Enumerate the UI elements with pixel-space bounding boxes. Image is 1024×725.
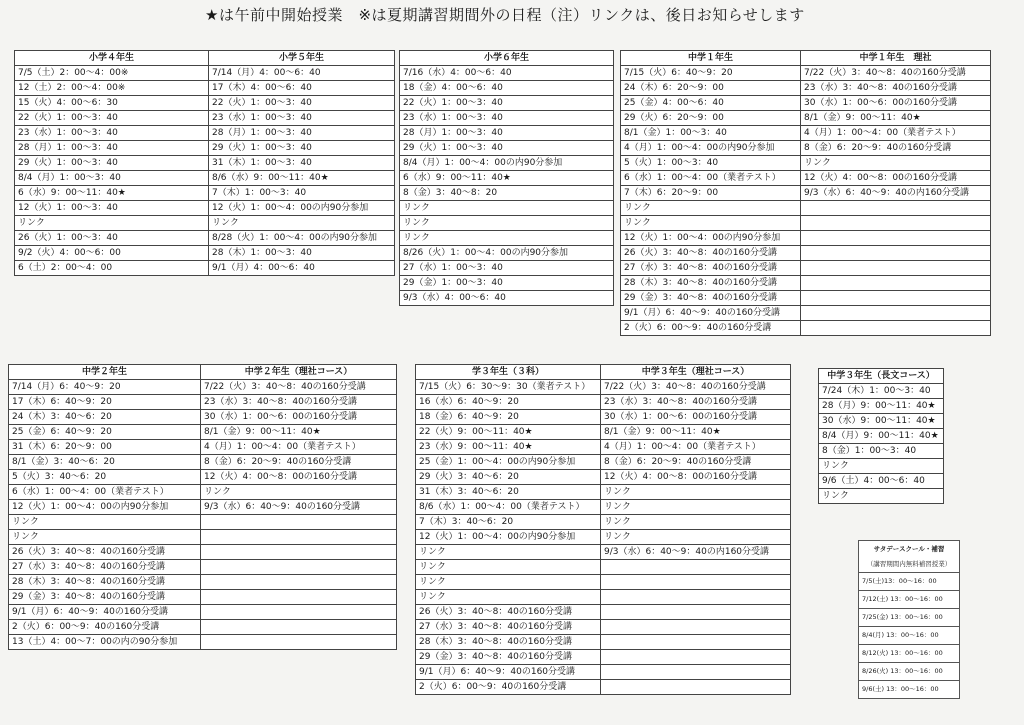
schedule-cell bbox=[601, 620, 791, 635]
schedule-cell: 8/1（金）1：00～3：40 bbox=[621, 126, 801, 141]
grade-header: 中学２年生（理社コース） bbox=[201, 365, 397, 380]
schedule-row bbox=[819, 474, 944, 489]
schedule-cell: 23（水）1：00～3：40 bbox=[209, 111, 395, 126]
schedule-cell: リンク bbox=[9, 530, 201, 545]
schedule-row bbox=[819, 414, 944, 429]
schedule-cell bbox=[201, 530, 397, 545]
schedule-cell bbox=[201, 515, 397, 530]
schedule-row bbox=[621, 171, 991, 186]
schedule-table bbox=[8, 364, 397, 650]
schedule-cell bbox=[601, 575, 791, 590]
schedule-row bbox=[416, 680, 791, 695]
schedule-cell: 15（火）4：00～6：30 bbox=[15, 96, 209, 111]
schedule-cell: 22（火）1：00～3：40 bbox=[400, 96, 614, 111]
schedule-cell: 30（水）1：00～6：00の160分受講 bbox=[801, 96, 991, 111]
schedule-cell: 8/26（火）1：00～4：00の内90分参加 bbox=[400, 246, 614, 261]
schedule-row bbox=[400, 141, 614, 156]
schedule-cell: 7/14（月）6：40～9：20 bbox=[9, 380, 201, 395]
schedule-row bbox=[15, 201, 395, 216]
schedule-cell: 8（金）3：40～8：20 bbox=[400, 186, 614, 201]
schedule-cell: 29（金）3：40～8：40の160分受講 bbox=[621, 291, 801, 306]
schedule-cell: 8（金）6：20～9：40の160分受講 bbox=[601, 455, 791, 470]
schedule-row bbox=[416, 470, 791, 485]
schedule-row bbox=[9, 590, 397, 605]
schedule-row bbox=[819, 384, 944, 399]
schedule-cell: リンク bbox=[601, 485, 791, 500]
schedule-cell bbox=[201, 620, 397, 635]
schedule-cell: 27（水）1：00～3：40 bbox=[400, 261, 614, 276]
schedule-cell bbox=[601, 665, 791, 680]
schedule-row bbox=[621, 231, 991, 246]
schedule-row bbox=[621, 261, 991, 276]
schedule-row bbox=[416, 665, 791, 680]
schedule-row bbox=[400, 66, 614, 81]
saturday-school-row: 8/4(月) 13：00～16：00 bbox=[859, 627, 959, 645]
schedule-table bbox=[818, 368, 944, 504]
schedule-cell: 23（水）3：40～8：40の160分受講 bbox=[201, 395, 397, 410]
schedule-row bbox=[621, 66, 991, 81]
schedule-cell: 8/28（火）1：00～4：00の内90分参加 bbox=[209, 231, 395, 246]
schedule-cell: リンク bbox=[601, 530, 791, 545]
schedule-row bbox=[416, 515, 791, 530]
schedule-cell: 9/1（月）6：40～9：40の160分受講 bbox=[621, 306, 801, 321]
schedule-row bbox=[400, 261, 614, 276]
grade-header: 小学５年生 bbox=[209, 51, 395, 66]
schedule-cell: 2（火）6：00～9：40の160分受講 bbox=[416, 680, 601, 695]
schedule-cell: 9/2（火）4：00～6：00 bbox=[15, 246, 209, 261]
schedule-cell: 28（月）1：00～3：40 bbox=[400, 126, 614, 141]
schedule-row bbox=[819, 459, 944, 474]
schedule-cell: 22（火）1：00～3：40 bbox=[209, 96, 395, 111]
schedule-cell: 6（水）9：00～11：40★ bbox=[400, 171, 614, 186]
schedule-table bbox=[620, 50, 991, 336]
schedule-row bbox=[416, 410, 791, 425]
schedule-row bbox=[621, 306, 991, 321]
saturday-school-row: 7/25(金) 13：00～16：00 bbox=[859, 609, 959, 627]
schedule-cell: 7/22（火）3：40～8：40の160分受講 bbox=[201, 380, 397, 395]
schedule-row bbox=[621, 246, 991, 261]
schedule-cell: 8（金）6：20～9：40の160分受講 bbox=[801, 141, 991, 156]
schedule-cell: 8/1（金）9：00～11：40★ bbox=[601, 425, 791, 440]
schedule-cell: 29（火）1：00～3：40 bbox=[15, 156, 209, 171]
schedule-row bbox=[416, 530, 791, 545]
grade-header: 中学３年生（長文コース） bbox=[819, 369, 944, 384]
saturday-school-title: サタデースクール・補習 bbox=[873, 545, 945, 553]
schedule-cell bbox=[601, 605, 791, 620]
schedule-cell: リンク bbox=[400, 231, 614, 246]
schedule-cell: リンク bbox=[416, 545, 601, 560]
schedule-cell: 12（火）1：00～4：00の内90分参加 bbox=[209, 201, 395, 216]
schedule-row bbox=[9, 575, 397, 590]
schedule-cell: 18（金）4：00～6：40 bbox=[400, 81, 614, 96]
saturday-school-box bbox=[858, 540, 960, 699]
schedule-cell: リンク bbox=[601, 500, 791, 515]
schedule-cell bbox=[801, 231, 991, 246]
schedule-cell: 26（火）3：40～8：40の160分受講 bbox=[9, 545, 201, 560]
schedule-cell: 29（金）3：40～8：40の160分受講 bbox=[9, 590, 201, 605]
schedule-cell: リンク bbox=[400, 201, 614, 216]
schedule-row bbox=[9, 380, 397, 395]
schedule-row bbox=[15, 141, 395, 156]
schedule-row bbox=[416, 500, 791, 515]
schedule-table bbox=[399, 50, 614, 306]
schedule-row bbox=[9, 440, 397, 455]
schedule-cell: 4（月）1：00～4：00（業者テスト） bbox=[601, 440, 791, 455]
schedule-row bbox=[416, 455, 791, 470]
schedule-row bbox=[9, 515, 397, 530]
schedule-row bbox=[15, 171, 395, 186]
schedule-cell: 25（金）6：40～9：20 bbox=[9, 425, 201, 440]
schedule-cell: 28（木）3：40～8：40の160分受講 bbox=[9, 575, 201, 590]
schedule-cell: 4（月）1：00～4：00の内90分参加 bbox=[621, 141, 801, 156]
schedule-row bbox=[15, 126, 395, 141]
schedule-cell: リンク bbox=[400, 216, 614, 231]
schedule-cell: 8/4（月）1：00～3：40 bbox=[15, 171, 209, 186]
schedule-cell: リンク bbox=[819, 489, 944, 504]
schedule-cell: リンク bbox=[9, 515, 201, 530]
schedule-cell: 29（金）1：00～3：40 bbox=[400, 276, 614, 291]
schedule-row bbox=[819, 429, 944, 444]
saturday-school-subtitle: （講習期間内無料補習授業） bbox=[859, 556, 959, 573]
schedule-row bbox=[400, 291, 614, 306]
schedule-row bbox=[9, 395, 397, 410]
schedule-cell: リンク bbox=[416, 575, 601, 590]
schedule-row bbox=[15, 261, 395, 276]
schedule-row bbox=[416, 440, 791, 455]
schedule-cell: 8/6（水）1：00～4：00（業者テスト） bbox=[416, 500, 601, 515]
schedule-row bbox=[9, 620, 397, 635]
schedule-row bbox=[621, 201, 991, 216]
schedule-cell: 7/22（火）3：40～8：40の160分受講 bbox=[801, 66, 991, 81]
schedule-row bbox=[15, 111, 395, 126]
schedule-cell: 7/24（木）1：00～3：40 bbox=[819, 384, 944, 399]
schedule-cell: 25（金）1：00～4：00の内90分参加 bbox=[416, 455, 601, 470]
schedule-row bbox=[621, 126, 991, 141]
schedule-cell: リンク bbox=[201, 485, 397, 500]
schedule-cell: 28（木）3：40～8：40の160分受講 bbox=[416, 635, 601, 650]
schedule-cell: 9/1（月）6：40～9：40の160分受講 bbox=[416, 665, 601, 680]
schedule-cell: 9/3（水）4：00～6：40 bbox=[400, 291, 614, 306]
schedule-cell bbox=[201, 605, 397, 620]
schedule-cell: 28（木）3：40～8：40の160分受講 bbox=[621, 276, 801, 291]
schedule-cell: 27（水）3：40～8：40の160分受講 bbox=[9, 560, 201, 575]
schedule-cell bbox=[601, 650, 791, 665]
schedule-row bbox=[400, 156, 614, 171]
schedule-cell: 12（土）2：00～4：00※ bbox=[15, 81, 209, 96]
schedule-cell: 28（木）1：00～3：40 bbox=[209, 246, 395, 261]
schedule-row bbox=[400, 231, 614, 246]
header-note: ★は午前中開始授業 ※は夏期講習期間外の日程（注）リンクは、後日お知らせします bbox=[205, 6, 805, 24]
saturday-school-row: 7/5(土)13：00～16：00 bbox=[859, 573, 959, 591]
schedule-cell: 28（月）9：00～11：40★ bbox=[819, 399, 944, 414]
schedule-row bbox=[400, 111, 614, 126]
saturday-school-row: 7/12(土) 13：00～16：00 bbox=[859, 591, 959, 609]
schedule-cell: 7（木）3：40～6：20 bbox=[416, 515, 601, 530]
schedule-cell: 27（水）3：40～8：40の160分受講 bbox=[416, 620, 601, 635]
schedule-cell: 7/15（火）6：40～9：20 bbox=[621, 66, 801, 81]
schedule-cell: リンク bbox=[416, 560, 601, 575]
schedule-cell: 24（木）6：20～9：00 bbox=[621, 81, 801, 96]
schedule-row bbox=[416, 395, 791, 410]
schedule-row bbox=[400, 171, 614, 186]
schedule-table bbox=[14, 50, 395, 276]
schedule-cell: 12（火）1：00～4：00の内90分参加 bbox=[621, 231, 801, 246]
schedule-cell bbox=[201, 635, 397, 650]
schedule-cell: 22（火）9：00～11：40★ bbox=[416, 425, 601, 440]
schedule-row bbox=[416, 590, 791, 605]
schedule-row bbox=[621, 111, 991, 126]
schedule-row bbox=[9, 530, 397, 545]
grade-header: 学３年生（３科） bbox=[416, 365, 601, 380]
schedule-cell bbox=[801, 261, 991, 276]
schedule-cell bbox=[601, 590, 791, 605]
schedule-cell: 12（火）1：00～4：00の内90分参加 bbox=[9, 500, 201, 515]
schedule-cell: リンク bbox=[601, 515, 791, 530]
schedule-cell: 8（金）1：00～3：40 bbox=[819, 444, 944, 459]
schedule-cell: 23（水）1：00～3：40 bbox=[400, 111, 614, 126]
schedule-row bbox=[9, 485, 397, 500]
schedule-cell: 23（水）3：40～8：40の160分受講 bbox=[601, 395, 791, 410]
schedule-cell bbox=[201, 545, 397, 560]
schedule-cell bbox=[801, 246, 991, 261]
schedule-row bbox=[400, 81, 614, 96]
schedule-cell bbox=[201, 590, 397, 605]
schedule-row bbox=[416, 635, 791, 650]
schedule-row bbox=[416, 605, 791, 620]
schedule-row bbox=[400, 216, 614, 231]
schedule-cell: 23（水）9：00～11：40★ bbox=[416, 440, 601, 455]
schedule-cell: 23（水）1：00～3：40 bbox=[15, 126, 209, 141]
schedule-row bbox=[621, 321, 991, 336]
schedule-table bbox=[415, 364, 791, 695]
schedule-cell bbox=[601, 680, 791, 695]
schedule-cell bbox=[801, 306, 991, 321]
schedule-cell: 9/3（水）6：40～9：40の内160分受講 bbox=[601, 545, 791, 560]
schedule-cell: 29（火）6：20～9：00 bbox=[621, 111, 801, 126]
schedule-cell: 29（火）1：00～3：40 bbox=[400, 141, 614, 156]
schedule-cell bbox=[201, 560, 397, 575]
schedule-cell: 8（金）6：20～9：40の160分受講 bbox=[201, 455, 397, 470]
schedule-row bbox=[621, 186, 991, 201]
schedule-cell: 4（月）1：00～4：00（業者テスト） bbox=[801, 126, 991, 141]
schedule-cell: 7（木）6：20～9：00 bbox=[621, 186, 801, 201]
schedule-cell: 31（木）6：20～9：00 bbox=[9, 440, 201, 455]
schedule-cell: 2（火）6：00～9：40の160分受講 bbox=[621, 321, 801, 336]
schedule-row bbox=[621, 81, 991, 96]
schedule-row bbox=[15, 246, 395, 261]
schedule-row bbox=[621, 156, 991, 171]
schedule-cell: 6（水）9：00～11：40★ bbox=[15, 186, 209, 201]
schedule-cell: 8/1（金）9：00～11：40★ bbox=[801, 111, 991, 126]
schedule-cell: 4（月）1：00～4：00（業者テスト） bbox=[201, 440, 397, 455]
schedule-cell: 12（火）1：00～4：00の内90分参加 bbox=[416, 530, 601, 545]
schedule-cell: 26（火）1：00～3：40 bbox=[15, 231, 209, 246]
schedule-cell: 29（火）1：00～3：40 bbox=[209, 141, 395, 156]
schedule-cell: 6（土）2：00～4：00 bbox=[15, 261, 209, 276]
schedule-row bbox=[400, 276, 614, 291]
schedule-cell bbox=[801, 201, 991, 216]
schedule-row bbox=[416, 560, 791, 575]
schedule-cell: 30（水）1：00～6：00の160分受講 bbox=[601, 410, 791, 425]
schedule-row bbox=[416, 425, 791, 440]
schedule-cell: 8/6（水）9：00～11：40★ bbox=[209, 171, 395, 186]
schedule-row bbox=[400, 186, 614, 201]
schedule-cell: 6（水）1：00～4：00（業者テスト） bbox=[621, 171, 801, 186]
schedule-cell: 5（火）1：00～3：40 bbox=[621, 156, 801, 171]
schedule-cell: 7/14（月）4：00～6：40 bbox=[209, 66, 395, 81]
schedule-cell: 7/5（土）2：00～4：00※ bbox=[15, 66, 209, 81]
schedule-row bbox=[416, 620, 791, 635]
schedule-row bbox=[15, 216, 395, 231]
schedule-cell: 17（木）4：00～6：40 bbox=[209, 81, 395, 96]
schedule-cell: 12（火）4：00～8：00の160分受講 bbox=[801, 171, 991, 186]
schedule-cell: 8/4（月）9：00～11：40★ bbox=[819, 429, 944, 444]
schedule-cell bbox=[801, 216, 991, 231]
schedule-row bbox=[400, 201, 614, 216]
schedule-row bbox=[416, 575, 791, 590]
schedule-row bbox=[400, 126, 614, 141]
schedule-cell: 8/4（月）1：00～4：00の内90分参加 bbox=[400, 156, 614, 171]
schedule-cell: リンク bbox=[819, 459, 944, 474]
schedule-row bbox=[15, 66, 395, 81]
schedule-cell: 6（水）1：00～4：00（業者テスト） bbox=[9, 485, 201, 500]
schedule-cell: 5（火）3：40～6：20 bbox=[9, 470, 201, 485]
schedule-row bbox=[416, 485, 791, 500]
schedule-cell: リンク bbox=[621, 201, 801, 216]
schedule-row bbox=[9, 500, 397, 515]
schedule-row bbox=[9, 455, 397, 470]
grade-header: 中学１年生 bbox=[621, 51, 801, 66]
schedule-cell: 30（水）1：00～6：00の160分受講 bbox=[201, 410, 397, 425]
schedule-cell: 12（火）4：00～8：00の160分受講 bbox=[201, 470, 397, 485]
schedule-row bbox=[9, 635, 397, 650]
grade-header: 小学６年生 bbox=[400, 51, 614, 66]
schedule-cell: 31（木）3：40～6：20 bbox=[416, 485, 601, 500]
schedule-cell: 9/1（月）4：00～6：40 bbox=[209, 261, 395, 276]
schedule-row bbox=[9, 560, 397, 575]
schedule-row bbox=[15, 156, 395, 171]
schedule-cell: リンク bbox=[621, 216, 801, 231]
schedule-row bbox=[9, 470, 397, 485]
schedule-cell: 17（木）6：40～9：20 bbox=[9, 395, 201, 410]
schedule-cell: 26（火）3：40～8：40の160分受講 bbox=[621, 246, 801, 261]
saturday-school-row: 8/26(火) 13：00～16：00 bbox=[859, 663, 959, 681]
schedule-row bbox=[15, 96, 395, 111]
grade-header: 中学２年生 bbox=[9, 365, 201, 380]
schedule-cell: 7/16（水）4：00～6：40 bbox=[400, 66, 614, 81]
schedule-cell bbox=[201, 575, 397, 590]
schedule-row bbox=[9, 605, 397, 620]
schedule-cell bbox=[601, 635, 791, 650]
schedule-row bbox=[819, 444, 944, 459]
schedule-cell: 7/22（火）3：40～8：40の160分受講 bbox=[601, 380, 791, 395]
saturday-school-row: 8/12(火) 13：00～16：00 bbox=[859, 645, 959, 663]
schedule-row bbox=[621, 291, 991, 306]
saturday-school-row: 9/6(土) 13：00～16：00 bbox=[862, 685, 939, 693]
schedule-cell: 9/3（水）6：40～9：40の内160分受講 bbox=[801, 186, 991, 201]
schedule-cell: 12（火）4：00～8：00の160分受講 bbox=[601, 470, 791, 485]
schedule-cell: 8/1（金）9：00～11：40★ bbox=[201, 425, 397, 440]
schedule-cell: 31（木）1：00～3：40 bbox=[209, 156, 395, 171]
schedule-row bbox=[416, 650, 791, 665]
schedule-cell: 12（火）1：00～3：40 bbox=[15, 201, 209, 216]
schedule-cell: 2（火）6：00～9：40の160分受講 bbox=[9, 620, 201, 635]
schedule-row bbox=[621, 96, 991, 111]
schedule-cell: リンク bbox=[209, 216, 395, 231]
schedule-cell: 30（水）9：00～11：40★ bbox=[819, 414, 944, 429]
schedule-cell: 16（水）6：40～9：20 bbox=[416, 395, 601, 410]
schedule-cell: リンク bbox=[416, 590, 601, 605]
schedule-cell: 13（土）4：00～7：00の内の90分参加 bbox=[9, 635, 201, 650]
grade-header: 小学４年生 bbox=[15, 51, 209, 66]
schedule-cell: 28（月）1：00～3：40 bbox=[209, 126, 395, 141]
schedule-cell: 29（火）3：40～6：20 bbox=[416, 470, 601, 485]
schedule-row bbox=[9, 425, 397, 440]
schedule-cell bbox=[801, 291, 991, 306]
schedule-cell: 9/1（月）6：40～9：40の160分受講 bbox=[9, 605, 201, 620]
schedule-cell: 29（金）3：40～8：40の160分受講 bbox=[416, 650, 601, 665]
schedule-row bbox=[621, 141, 991, 156]
schedule-row bbox=[9, 410, 397, 425]
schedule-row bbox=[819, 489, 944, 504]
schedule-cell: 7/15（火）6：30～9：30（業者テスト） bbox=[416, 380, 601, 395]
grade-header: 中学１年生 理社 bbox=[801, 51, 991, 66]
schedule-cell: 8/1（金）3：40～6：20 bbox=[9, 455, 201, 470]
schedule-row bbox=[400, 96, 614, 111]
schedule-cell bbox=[601, 560, 791, 575]
schedule-row bbox=[819, 399, 944, 414]
schedule-row bbox=[400, 246, 614, 261]
schedule-row bbox=[15, 186, 395, 201]
schedule-cell: リンク bbox=[15, 216, 209, 231]
schedule-cell: 25（金）4：00～6：40 bbox=[621, 96, 801, 111]
schedule-row bbox=[416, 380, 791, 395]
schedule-row bbox=[15, 231, 395, 246]
schedule-cell: 28（月）1：00～3：40 bbox=[15, 141, 209, 156]
schedule-cell: 27（水）3：40～8：40の160分受講 bbox=[621, 261, 801, 276]
schedule-cell: 9/6（土）4：00～6：40 bbox=[819, 474, 944, 489]
schedule-cell: 23（水）3：40～8：40の160分受講 bbox=[801, 81, 991, 96]
schedule-cell: 18（金）6：40～9：20 bbox=[416, 410, 601, 425]
schedule-cell: 22（火）1：00～3：40 bbox=[15, 111, 209, 126]
schedule-row bbox=[416, 545, 791, 560]
schedule-cell: 26（火）3：40～8：40の160分受講 bbox=[416, 605, 601, 620]
schedule-row bbox=[621, 216, 991, 231]
schedule-cell: リンク bbox=[801, 156, 991, 171]
schedule-cell bbox=[801, 321, 991, 336]
grade-header: 中学３年生（理社コース） bbox=[601, 365, 791, 380]
schedule-cell bbox=[801, 276, 991, 291]
schedule-cell: 9/3（水）6：40～9：40の160分受講 bbox=[201, 500, 397, 515]
schedule-cell: 7（木）1：00～3：40 bbox=[209, 186, 395, 201]
schedule-row bbox=[621, 276, 991, 291]
schedule-row bbox=[15, 81, 395, 96]
schedule-cell: 24（木）3：40～6：20 bbox=[9, 410, 201, 425]
schedule-row bbox=[9, 545, 397, 560]
